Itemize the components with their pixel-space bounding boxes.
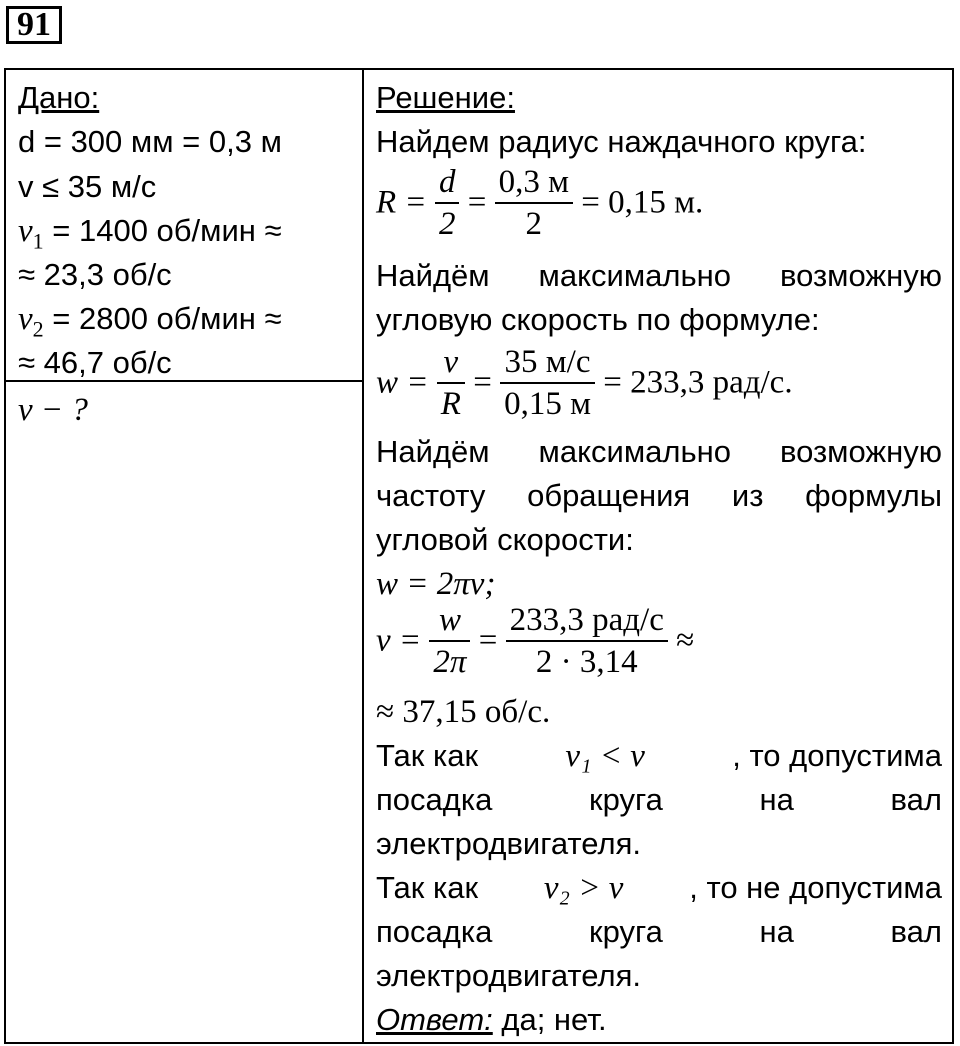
- solution-line-5: частоту обращения из формулы: [376, 478, 942, 513]
- equation-radius: R = $\frac{d}{2}$ = $\frac{0,3 м}{2}$ = 0,15 м.: [376, 164, 704, 242]
- nu2-symbol: $\nu_2$: [18, 301, 44, 342]
- fraction-velocity-value: $\frac{35 м/с}{0,15 м}$: [500, 342, 595, 424]
- answer-text: да; нет.: [492, 1002, 607, 1037]
- given-column: [6, 70, 364, 1042]
- given-header: Дано:: [18, 80, 100, 115]
- given-v: v ≤ 35 м/с: [18, 169, 157, 204]
- conclusion-1-line-1: Так как ν₁ < ν , то допустима: [376, 738, 942, 774]
- equation-w-2pi-nu: w = 2πν;: [376, 566, 496, 602]
- solution-column: [364, 70, 952, 1042]
- given-nu1-converted: ≈ 23,3 об/с: [18, 257, 172, 292]
- fraction-d-over-2: $\frac{d}{2}$: [435, 162, 460, 244]
- solution-line-6: угловой скорости:: [376, 522, 634, 557]
- find-unknown: ν − ?: [18, 392, 88, 428]
- given-nu2: $\nu_2 = 2800$ об/мин ≈: [18, 301, 282, 342]
- fraction-v-over-R: $\frac{v}{R}$: [437, 342, 465, 424]
- equation-angular-velocity: w = $\frac{v}{R}$ = $\frac{35 м/с}{0,15 м}$ = 233,3 рад/с.: [376, 344, 793, 422]
- solution-line-4: Найдём максимально возможную: [376, 434, 942, 469]
- answer-label: Ответ:: [376, 1002, 493, 1037]
- fraction-radius-value: $\frac{0,3 м}{2}$: [495, 162, 573, 244]
- solution-table: [4, 68, 954, 1044]
- conclusion-1-line-3: электродвигателя.: [376, 826, 641, 861]
- solution-line-3: угловую скорость по формуле:: [376, 302, 820, 337]
- nu1-symbol: $\nu_1$: [18, 213, 44, 254]
- answer-line: [376, 998, 607, 1042]
- conclusion-2-line-3: электродвигателя.: [376, 958, 641, 993]
- given-nu2-converted: ≈ 46,7 об/с: [18, 345, 172, 380]
- frequency-result: ≈ 37,15 об/с.: [376, 694, 551, 730]
- conclusion-1-line-2: посадка круга на вал: [376, 782, 942, 817]
- equation-frequency: ν = $\frac{w}{2\pi}$ = $\frac{\text{233,3 рад/с}}{2 \cdot 3,14}$ ≈: [376, 602, 695, 680]
- fraction-frequency-value: $\frac{\text{233,3 рад/с}}{2 \cdot 3,14}$: [506, 600, 668, 682]
- solution-line-2: Найдём максимально возможную: [376, 258, 942, 293]
- problem-number: 91: [6, 6, 62, 44]
- conclusion-2-line-1: Так как ν₂ > ν , то не допустима: [376, 870, 942, 906]
- given-nu1: $\nu_1 = 1400$ об/мин ≈: [18, 213, 282, 254]
- fraction-w-over-2pi: $\frac{w}{2\pi}$: [429, 600, 470, 682]
- solution-header: Решение:: [376, 80, 515, 115]
- conclusion-2-line-2: посадка круга на вал: [376, 914, 942, 949]
- given-d: d = 300 мм = 0,3 м: [18, 124, 282, 159]
- given-section: [6, 70, 362, 382]
- solution-line-1: Найдем радиус наждачного круга:: [376, 124, 867, 159]
